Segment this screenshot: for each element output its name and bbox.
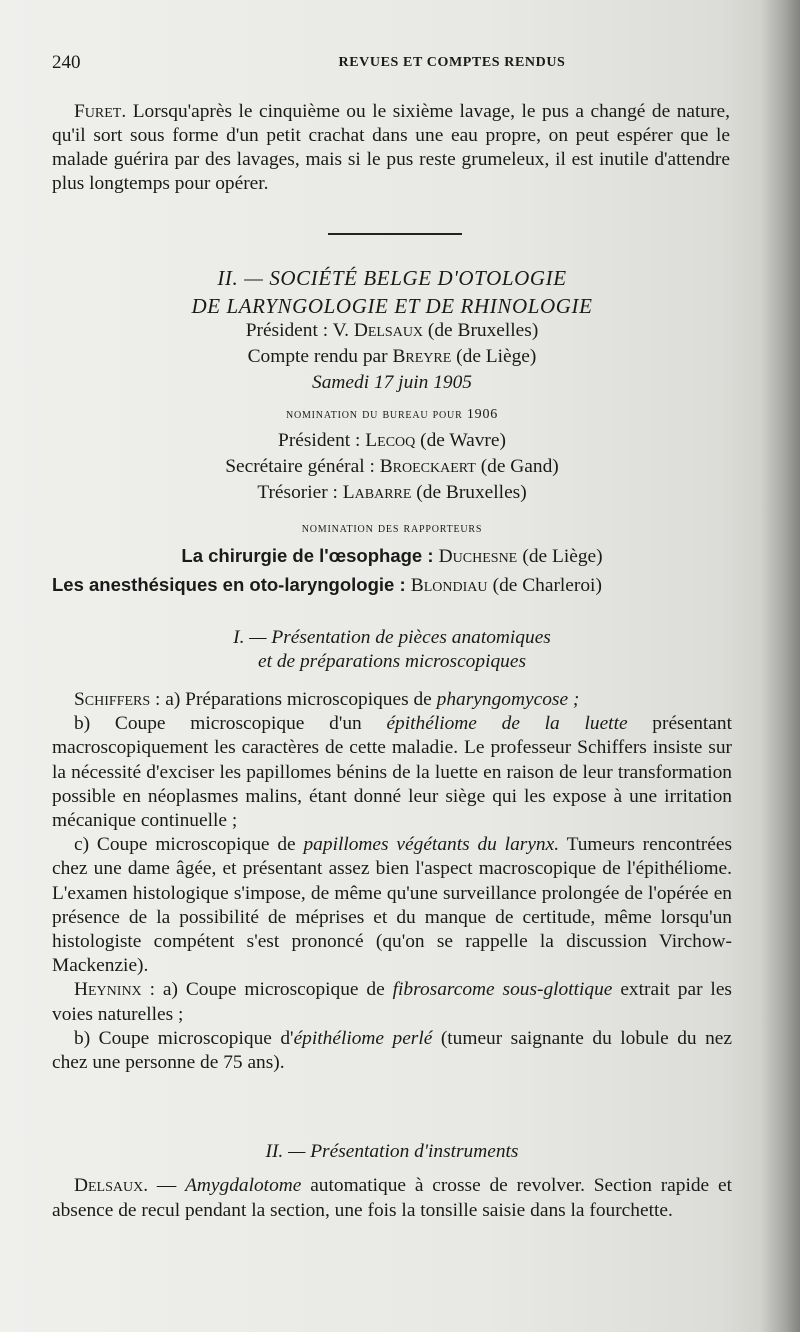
heyninx-a: Heyninx : a) Coupe microscopique de fibrosarcome sous-glottique extrait par les voies naturelles ; (52, 979, 732, 1025)
bureau-president: Président : Lecoq (de Wavre) (278, 430, 506, 451)
furet-paragraph (52, 100, 730, 196)
section1-title-line1: I. — Présentation de pièces anatomiques (233, 627, 551, 648)
section2-body (52, 1174, 732, 1223)
section1-title-line2: et de préparations microscopiques (257, 651, 527, 672)
society-block (52, 264, 732, 396)
furet-text: Lorsqu'après le cinquième ou le sixième lavage, le pus a changé de nature, qu'il sort sous forme d'un petit crachat dans une eau propre, on peut espérer que le malade guérira par des lavages, mais si le pus reste grumeleux, il est inutile d'attendre plus longtemps pour opérer. (52, 101, 730, 194)
society-title-line2: DE LARYNGOLOGIE ET DE RHINOLOGIE (191, 294, 593, 318)
page-number: 240 (52, 52, 81, 73)
society-report: Compte rendu par Breyre (de Liège) (247, 346, 537, 367)
rapporteurs-heading: nomination des rapporteurs (301, 521, 483, 536)
bureau-block (52, 402, 732, 506)
delsaux-paragraph: Delsaux. — Amygdalotome automatique à crosse de revolver. Section rapide et absence de recul pendant la section, une fois la tonsille saisie dans la fourchette. (52, 1175, 732, 1221)
section-divider-rule (328, 233, 462, 235)
rapporteur-2: Les anesthésiques en oto-laryngologie : Blondiau (de Charleroi) (52, 574, 602, 596)
author-furet: Furet. (74, 101, 127, 122)
rapporteurs-block (52, 516, 732, 600)
bureau-secretary: Secrétaire général : Broeckaert (de Gand) (225, 456, 559, 477)
schiffers-a: Schiffers : a) Préparations microscopiques de pharyngomycose ; (74, 689, 580, 710)
bureau-treasurer: Trésorier : Labarre (de Bruxelles) (257, 482, 527, 503)
page-header (52, 52, 752, 76)
schiffers-c: c) Coupe microscopique de papillomes végétants du larynx. Tumeurs rencontrées chez une dame âgée, et présentant assez bien l'aspect macroscopique de l'épithéliome. L'examen histologique s'impose, de même qu'une surveillance prolongée de l'opérée en présence de la possibilité de méprises et du manque de certitude, même lorsqu'un histologiste compétent s'est prononcé (qu'on se rappelle la discussion Virchow-Mackenzie). (52, 834, 732, 977)
running-head: REVUES ET COMPTES RENDUS (338, 55, 566, 70)
schiffers-b: b) Coupe microscopique d'un épithéliome de la luette présentant macroscopiquement les caractères de cette maladie. Le professeur Schiffers insiste sur la nécessité d'exciser les papillomes bénins de la luette en raison de leur transformation possible en néoplasmes malins, étant donné leur siège qui les expose à une irritation mécanique continuelle ; (52, 713, 732, 832)
meeting-date: Samedi 17 juin 1905 (312, 372, 472, 393)
president-name: Delsaux (353, 320, 424, 341)
section2-heading (52, 1140, 732, 1164)
author-delsaux: Delsaux. (74, 1175, 149, 1196)
heyninx-b: b) Coupe microscopique d'épithéliome perlé (tumeur saignante du lobule du nez chez une personne de 75 ans). (52, 1027, 732, 1074)
report-author-name: Breyre (392, 346, 452, 367)
page-edge-shadow (760, 0, 800, 1332)
section1-body (52, 688, 732, 1075)
author-heyninx: Heyninx (74, 979, 142, 1001)
author-schiffers: Schiffers (74, 689, 151, 710)
section2-title: II. — Présentation d'instruments (265, 1141, 519, 1162)
society-title-line1: II. — SOCIÉTÉ BELGE D'OTOLOGIE (217, 266, 567, 290)
section1-heading (52, 626, 732, 674)
bureau-heading: nomination du bureau pour 1906 (285, 407, 499, 422)
society-president: Président : V. Delsaux (de Bruxelles) (245, 320, 539, 341)
rapporteur-1: La chirurgie de l'œsophage : Duchesne (de Liège) (181, 545, 603, 567)
